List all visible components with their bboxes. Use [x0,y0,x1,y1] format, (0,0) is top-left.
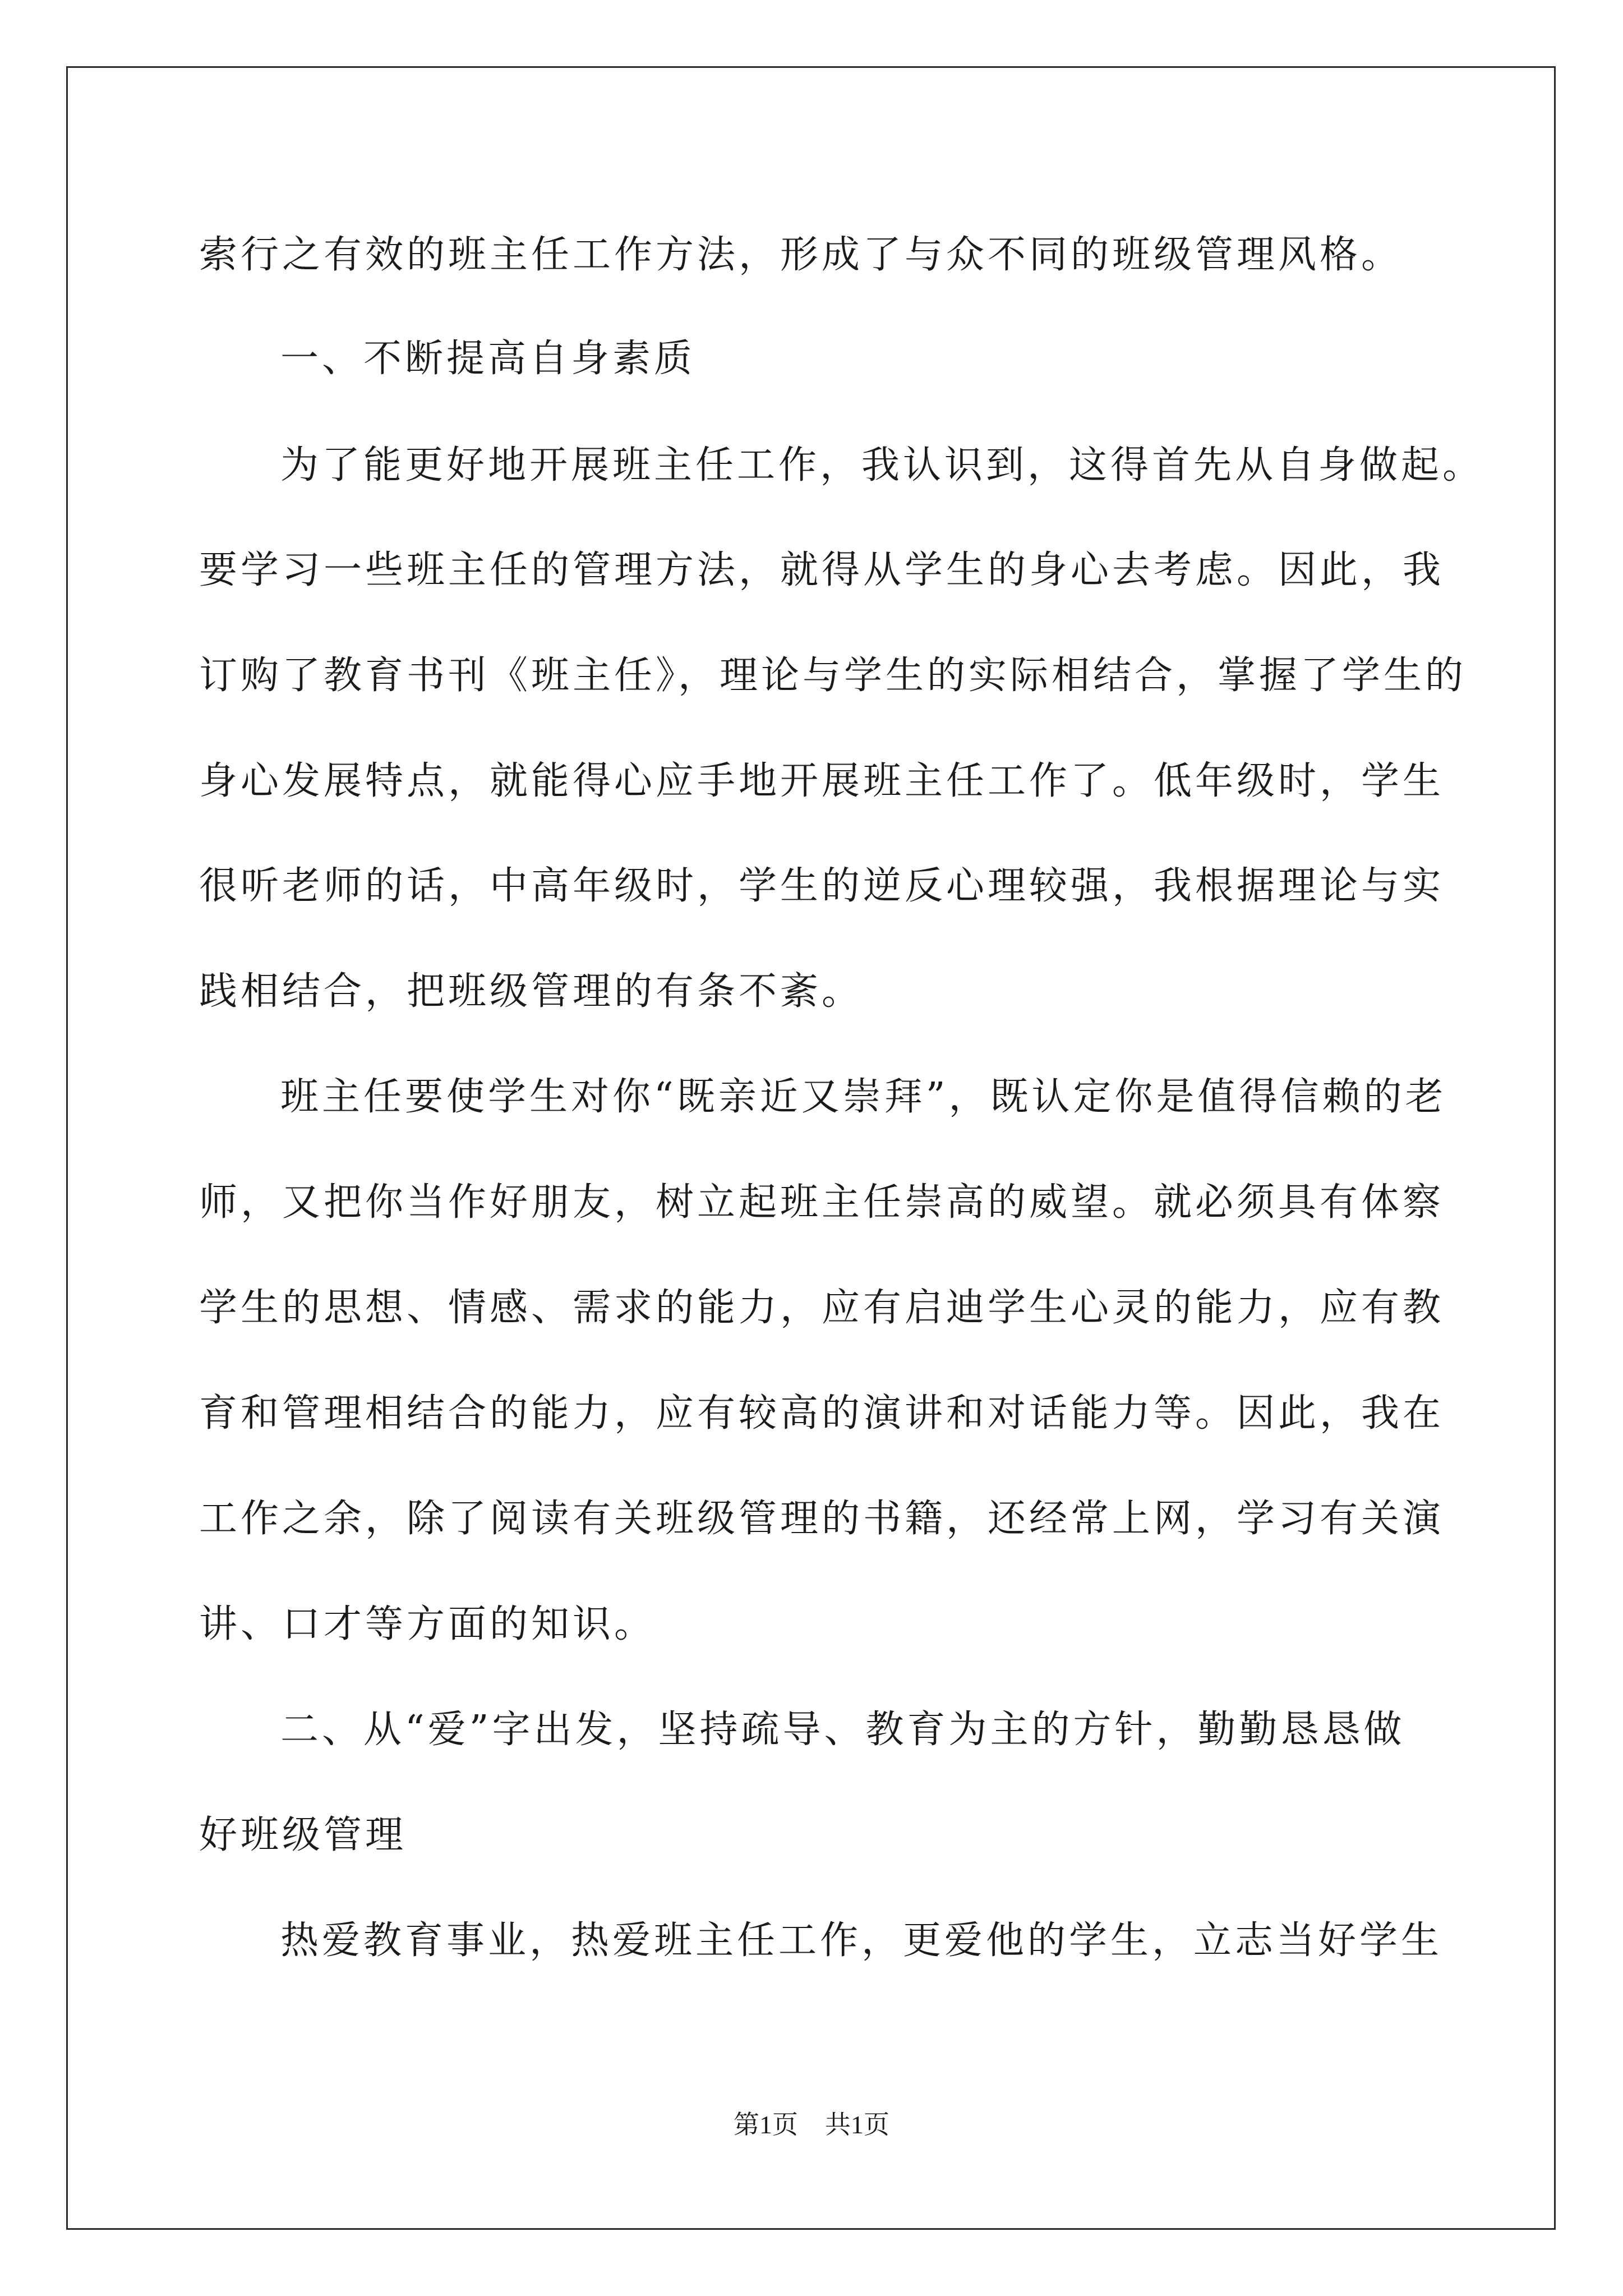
section-heading: 二、从“爱”字出发，坚持疏导、教育为主的方针，勤勤恳恳做 [280,1708,1405,1752]
page-total: 共1页 [825,2110,889,2139]
text-line: 订购了教育书刊《班主任》，理论与学生的实际相结合，掌握了学生的 [199,654,1467,698]
text-line: 讲、口才等方面的知识。 [199,1602,656,1646]
text-line: 很听老师的话，中高年级时，学生的逆反心理较强，我根据理论与实 [199,864,1445,908]
section-heading-continued: 好班级管理 [199,1813,407,1857]
text-line: 为了能更好地开展班主任工作，我认识到，这得首先从自身做起。 [280,443,1484,487]
text-line: 要学习一些班主任的管理方法，就得从学生的身心去考虑。因此，我 [199,548,1445,592]
text-line: 热爱教育事业，热爱班主任工作，更爱他的学生，立志当好学生 [280,1918,1443,1963]
text-line: 践相结合，把班级管理的有条不紊。 [199,969,864,1014]
text-line: 师，又把你当作好朋友，树立起班主任崇高的威望。就必须具有体察 [199,1180,1445,1225]
page-footer [0,2108,1623,2142]
text-line: 育和管理相结合的能力，应有较高的演讲和对话能力等。因此，我在 [199,1391,1445,1435]
page-border [66,66,1556,2230]
section-heading: 一、不断提高自身素质 [280,337,696,381]
text-line: 班主任要使学生对你“既亲近又崇拜”，既认定你是值得信赖的老 [280,1075,1447,1119]
page-number: 第1页 [734,2110,798,2139]
text-line: 身心发展特点，就能得心应手地开展班主任工作了。低年级时，学生 [199,759,1445,803]
text-line: 索行之有效的班主任工作方法，形成了与众不同的班级管理风格。 [199,233,1403,277]
text-line: 工作之余，除了阅读有关班级管理的书籍，还经常上网，学习有关演 [199,1497,1445,1541]
text-line: 学生的思想、情感、需求的能力，应有启迪学生心灵的能力，应有教 [199,1286,1445,1330]
